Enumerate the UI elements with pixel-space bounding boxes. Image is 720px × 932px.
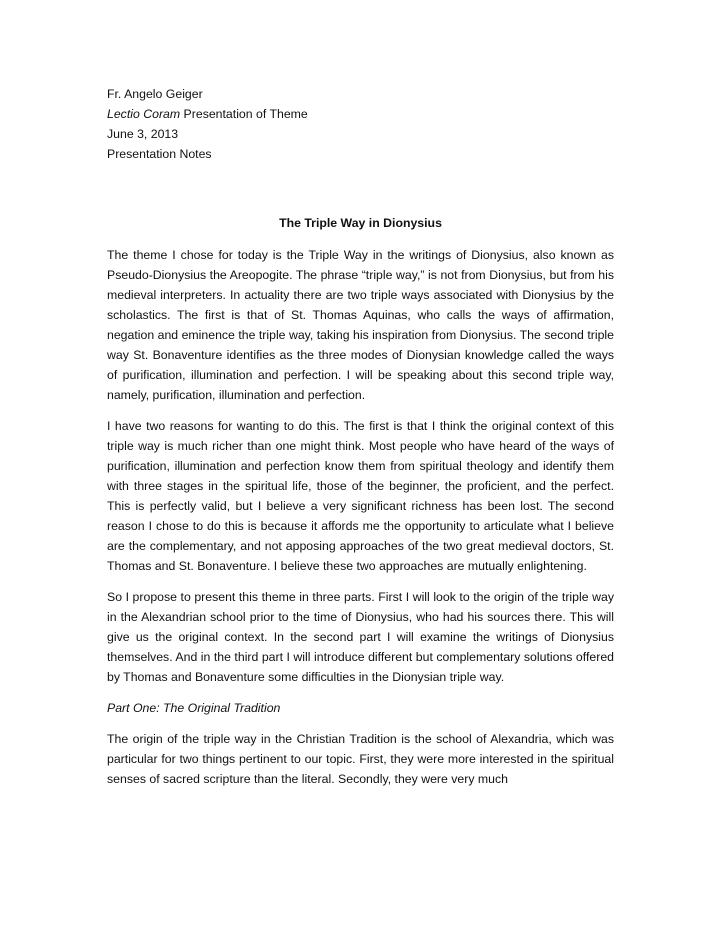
event-rest-text: Presentation of Theme (180, 107, 308, 121)
document-page (107, 84, 614, 789)
body-paragraph: So I propose to present this theme in three parts. First I will look to the origin of the triple way in the Alexandrian school prior to the time of Dionysius, who had his sources there. This will give us the original context. In the second part I will examine the writings of Dionysius themselves. And in the third part I will introduce different but complementary solutions offered by Thomas and Bonaventure some difficulties in the Dionysian triple way. (107, 590, 614, 684)
date-line: June 3, 2013 (107, 127, 179, 141)
body-paragraph: The origin of the triple way in the Christian Tradition is the school of Alexandria, which was particular for two things pertinent to our topic. First, they were more interested in the spiritual senses of sacred scripture than the literal. Secondly, they were very much (107, 732, 614, 786)
author-line: Fr. Angelo Geiger (107, 87, 203, 101)
document-title: The Triple Way in Dionysius (279, 216, 442, 230)
section-heading: Part One: The Original Tradition (107, 701, 281, 715)
body-paragraph: I have two reasons for wanting to do this. The first is that I think the original context of this triple way is much richer than one might think. Most people who have heard of the ways of purification, illumination and perfection know them from spiritual theology and identify them with three stages in the spiritual life, those of the beginner, the proficient, and the perfect. This is perfectly valid, but I believe a very significant richness has been lost. The second reason I chose to do this is because it affords me the opportunity to articulate what I believe are the complementary, and not apposing approaches of the two great medieval doctors, St. Thomas and St. Bonaventure. I believe these two approaches are mutually enlightening. (107, 419, 614, 573)
event-line (107, 104, 614, 124)
body-paragraph: The theme I chose for today is the Triple Way in the writings of Dionysius, also known as Pseudo-Dionysius the Areopogite. The phrase “triple way,” is not from Dionysius, but from his medieval interpreters. In actuality there are two triple ways associated with Dionysius by the scholastics. The first is that of St. Thomas Aquinas, who calls the ways of affirmation, negation and eminence the triple way, taking his inspiration from Dionysius. The second triple way St. Bonaventure identifies as the three modes of Dionysian knowledge called the ways of purification, illumination and perfection. I will be speaking about this second triple way, namely, purification, illumination and perfection. (107, 248, 614, 402)
event-italic-text: Lectio Coram (107, 107, 181, 121)
doc-type-line: Presentation Notes (107, 147, 212, 161)
